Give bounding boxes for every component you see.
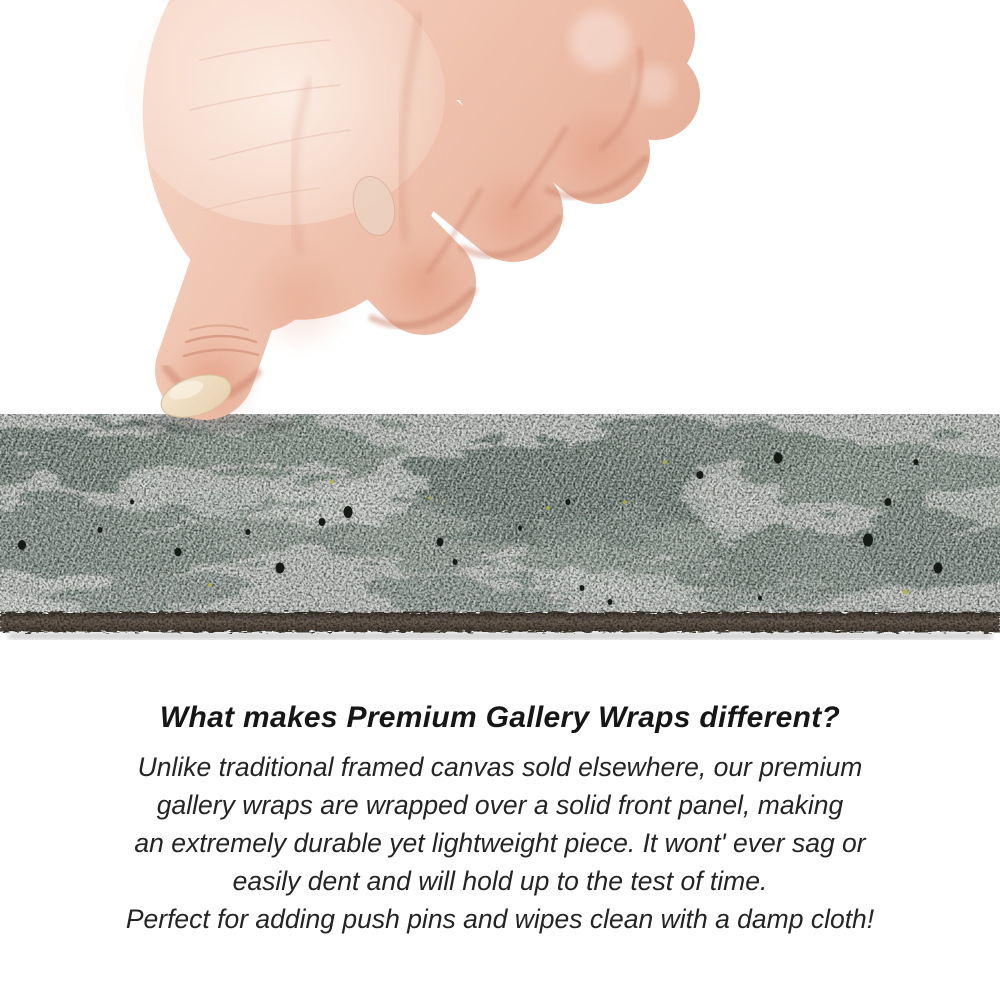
body-copy [0, 748, 1000, 938]
body-line: easily dent and will hold up to the test of time. [232, 866, 768, 896]
body-line: Unlike traditional framed canvas sold elsewhere, our premium [137, 752, 863, 782]
body-line: gallery wraps are wrapped over a solid front panel, making [156, 790, 844, 820]
body-line: Perfect for adding push pins and wipes clean with a damp cloth! [125, 904, 875, 934]
hand-photo [0, 0, 1000, 470]
body-line: an extremely durable yet lightweight piece. It wont' ever sag or [134, 828, 866, 858]
marketing-copy [0, 696, 1000, 938]
heading: What makes Premium Gallery Wraps different? [159, 701, 841, 734]
